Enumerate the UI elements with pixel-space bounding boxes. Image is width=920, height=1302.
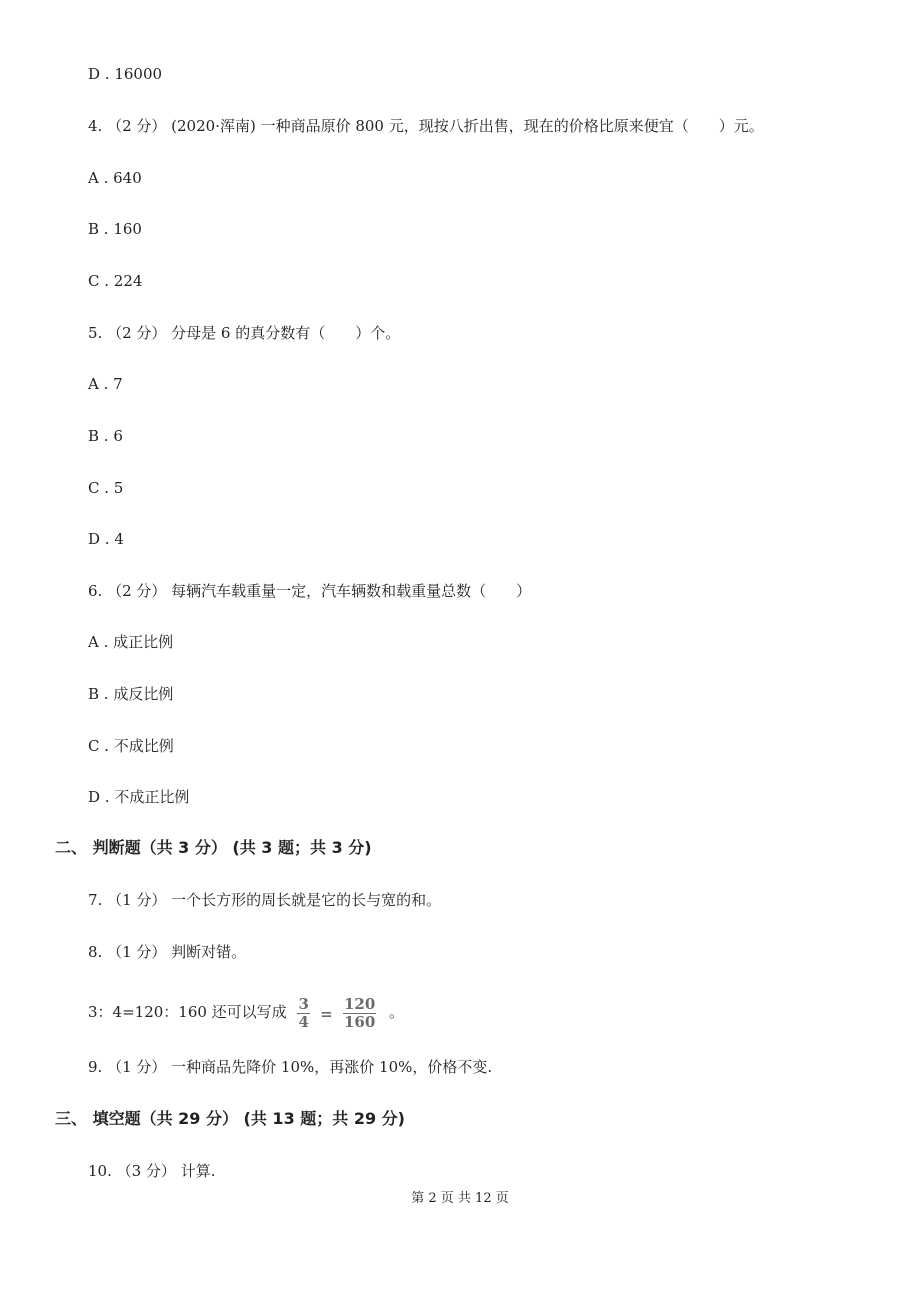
q5-option-d: D . 4	[88, 530, 124, 548]
section-3-title: 三、 填空题（共 29 分） (共 13 题；共 29 分)	[55, 1109, 405, 1128]
q4-option-b: B . 160	[88, 220, 142, 238]
q6-option-d: D . 不成正比例	[88, 788, 190, 806]
q4-option-c: C . 224	[88, 272, 143, 290]
q6-option-a: A . 成正比例	[88, 633, 174, 651]
q8-statement	[88, 994, 404, 1032]
q5-option-b: B . 6	[88, 427, 123, 445]
question-6: 6. （2 分） 每辆汽车载重量一定，汽车辆数和载重量总数（ ）	[88, 582, 532, 600]
fraction-numerator: 3	[298, 995, 309, 1013]
question-7: 7. （1 分） 一个长方形的周长就是它的长与宽的和。	[88, 891, 442, 909]
question-4: 4. （2 分） (2020·浑南) 一种商品原价 800 元，现按八折出售，现在的价格比原来便宜（ ）元。	[88, 117, 764, 135]
section-2-title: 二、 判断题（共 3 分） (共 3 题；共 3 分)	[55, 838, 372, 857]
question-8: 8. （1 分） 判断对错。	[88, 943, 247, 961]
option-d-prev: D . 16000	[88, 65, 163, 83]
q5-option-a: A . 7	[88, 375, 123, 393]
question-5: 5. （2 分） 分母是 6 的真分数有（ ）个。	[88, 324, 401, 342]
question-10: 10. （3 分） 计算.	[88, 1162, 216, 1180]
q4-option-a: A . 640	[88, 169, 142, 187]
equals-sign: =	[320, 1004, 333, 1023]
q5-option-c: C . 5	[88, 479, 124, 497]
fraction-3-4	[297, 996, 309, 1031]
fraction-denominator: 4	[298, 1013, 309, 1031]
q6-option-b: B . 成反比例	[88, 685, 174, 703]
q6-option-c: C . 不成比例	[88, 737, 174, 755]
page-footer: 第 2 页 共 12 页	[411, 1191, 509, 1206]
q8-statement-prefix: 3：4=120：160 还可以写成	[88, 1003, 287, 1021]
fraction-numerator: 120	[343, 995, 376, 1013]
q8-statement-suffix: 。	[389, 1003, 405, 1021]
fraction-denominator: 160	[343, 1013, 376, 1031]
question-9: 9. （1 分） 一种商品先降价 10%，再涨价 10%，价格不变.	[88, 1058, 493, 1076]
fraction-120-160	[343, 996, 376, 1031]
fraction-equation	[297, 995, 376, 1032]
